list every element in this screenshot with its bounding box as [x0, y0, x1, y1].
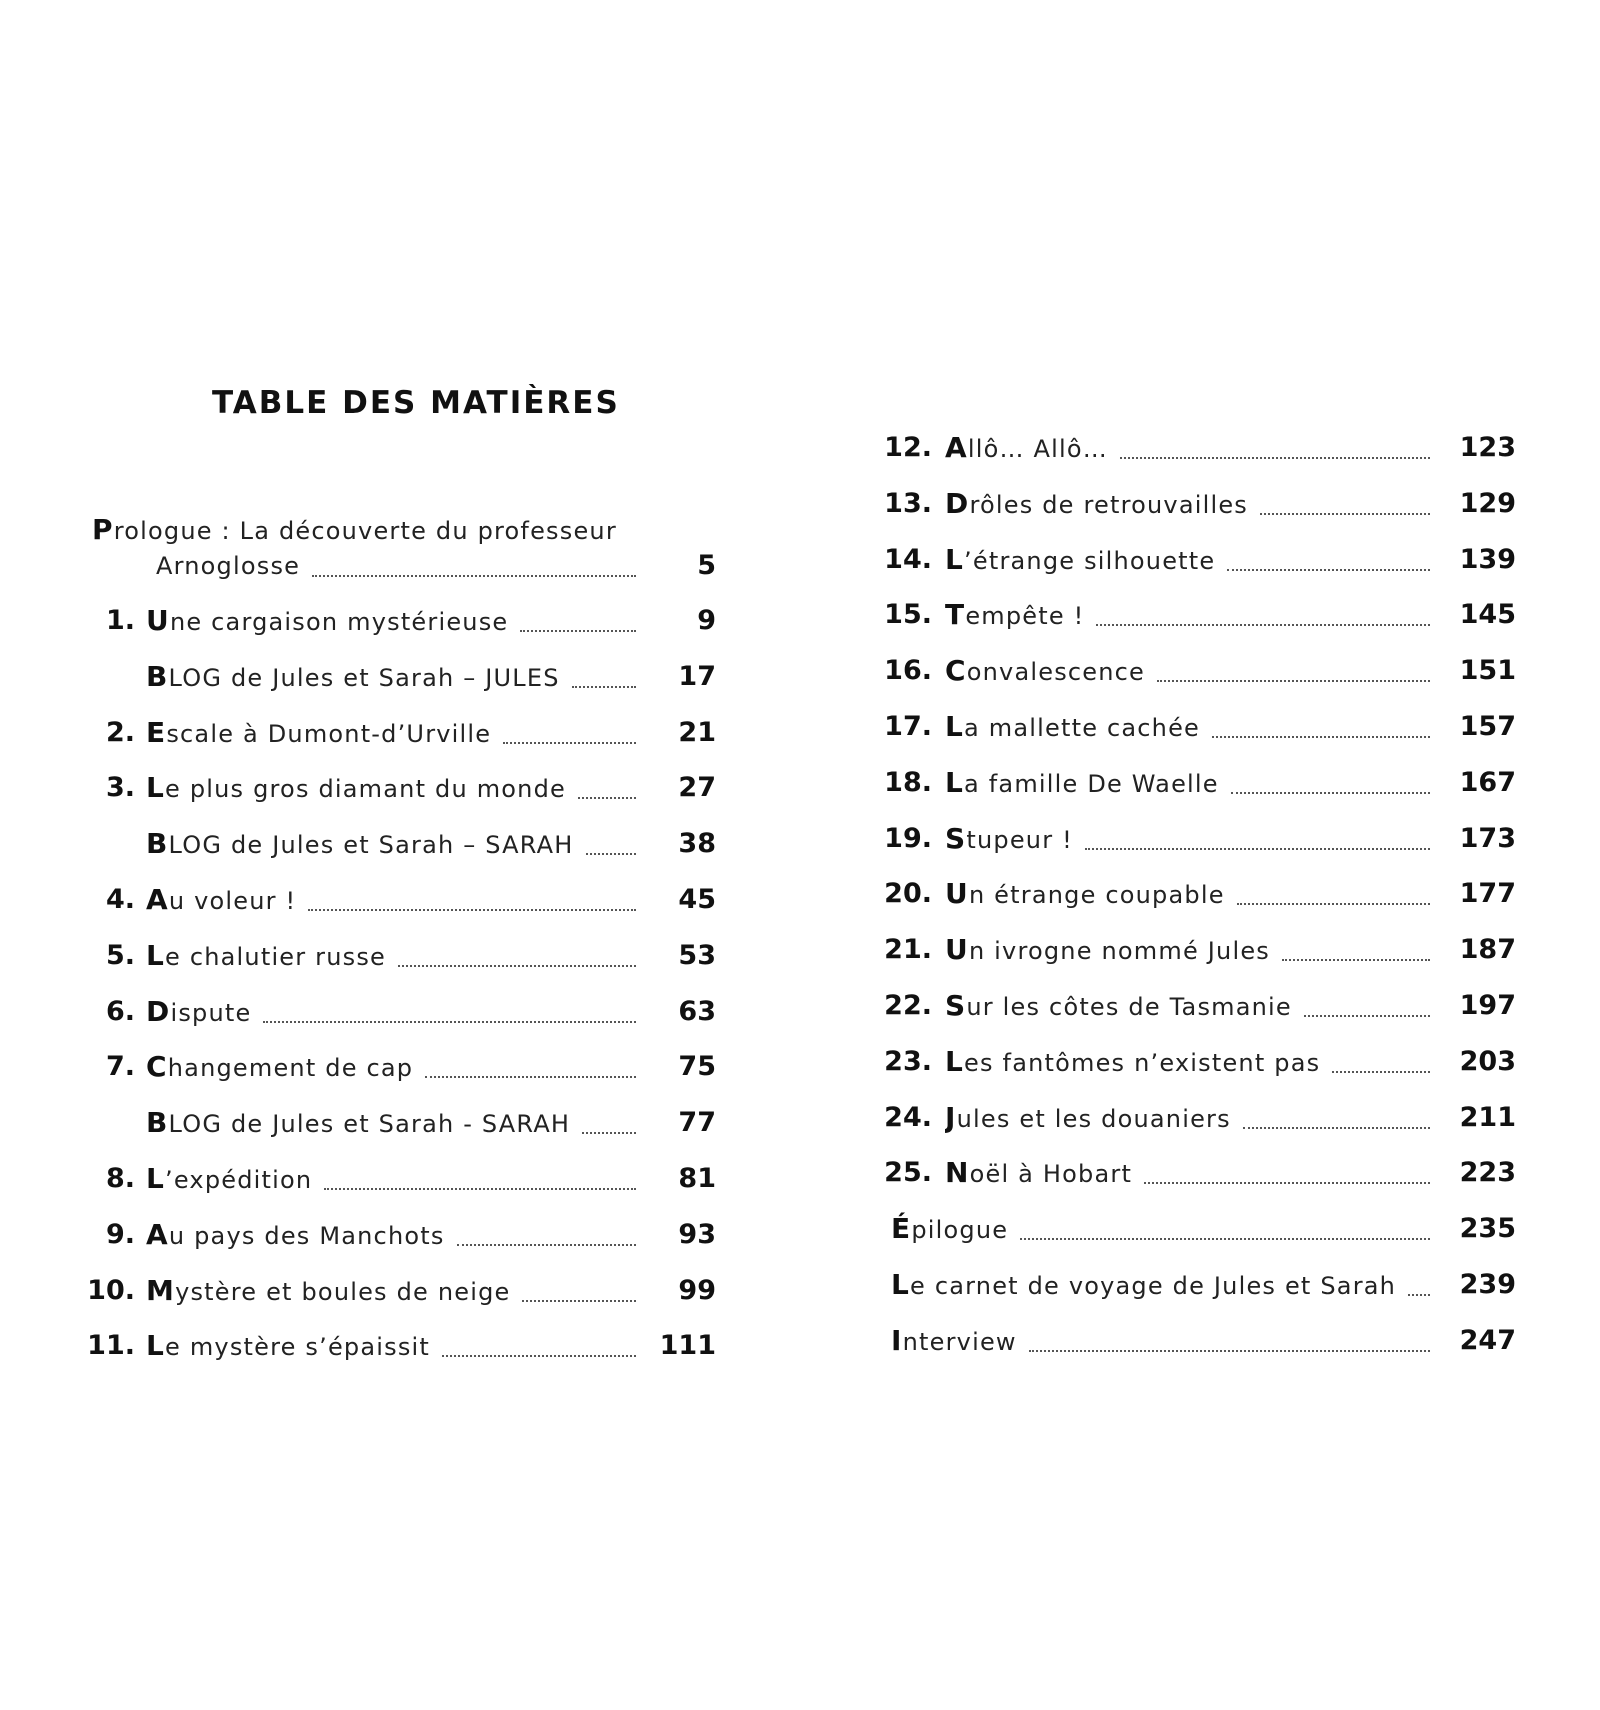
toc-entry-title: [945, 763, 1430, 803]
toc-entry-initial: B: [146, 659, 169, 693]
toc-entry-page: 5: [697, 550, 716, 581]
toc-entry-page: 77: [678, 1107, 716, 1139]
toc-entry-page: 151: [1459, 655, 1516, 687]
toc-entry-initial: C: [146, 1050, 168, 1084]
toc-entry-initial: L: [146, 1162, 166, 1195]
toc-entry[interactable]: [0, 763, 1516, 803]
toc-entry-title: [945, 1098, 1430, 1138]
toc-entry-title-rest: LOG de Jules et Sarah – JULES: [168, 663, 560, 692]
toc-entry-number: 13.: [884, 487, 932, 519]
toc-entry-initial: L: [146, 771, 166, 805]
toc-entry[interactable]: [0, 874, 1516, 914]
toc-entry-number: 6.: [105, 995, 135, 1027]
dot-leader: [1120, 457, 1430, 459]
dot-leader: [1157, 680, 1430, 682]
toc-entry-page: 173: [1459, 822, 1516, 854]
toc-entry-number: 12.: [884, 432, 932, 463]
toc-entry-title-rest: ’expédition: [165, 1166, 313, 1194]
toc-entry-initial: L: [146, 938, 166, 972]
toc-entry-title: [945, 484, 1430, 524]
toc-entry-initial: D: [945, 486, 970, 520]
toc-entry[interactable]: [0, 1265, 1516, 1305]
dot-leader: [1020, 1238, 1430, 1240]
toc-entry[interactable]: [0, 1321, 1516, 1361]
toc-entry-initial: T: [945, 598, 966, 632]
toc-entry-initial: L: [146, 1329, 166, 1363]
toc-entry-title: [945, 1153, 1430, 1193]
toc-entry-page: 111: [659, 1330, 716, 1362]
toc-entry[interactable]: [0, 1153, 1516, 1193]
toc-entry-number: 4.: [105, 884, 135, 915]
toc-entry-number: 10.: [87, 1274, 135, 1306]
dot-leader: [1085, 848, 1430, 850]
toc-entry[interactable]: [0, 930, 1516, 970]
toc-entry-initial: N: [945, 1156, 970, 1190]
dot-leader: [1237, 903, 1430, 905]
dot-leader: [1227, 569, 1430, 571]
dot-leader: [1282, 959, 1430, 961]
toc-entry[interactable]: [0, 540, 1516, 580]
toc-entry[interactable]: [0, 484, 1516, 524]
toc-entry-page: 27: [678, 772, 716, 804]
toc-entry-title-rest: rôles de retrouvailles: [969, 490, 1249, 519]
toc-entry-title-rest: ur les côtes de Tasmanie: [966, 993, 1292, 1021]
toc-entry-title-rest: oël à Hobart: [969, 1160, 1133, 1189]
toc-entry-title-rest: e carnet de voyage de Jules et Sarah: [910, 1272, 1397, 1300]
toc-entry-initial: L: [945, 1044, 965, 1078]
toc-entry-number: 22.: [884, 990, 932, 1021]
toc-entry-title-rest: nterview: [902, 1327, 1017, 1356]
toc-entry-title-rest: u voleur !: [168, 887, 297, 915]
toc-entry-title-rest: empête !: [965, 602, 1085, 631]
toc-entry-initial: D: [146, 994, 171, 1028]
toc-entry-page: 63: [678, 995, 716, 1027]
dot-leader: [1144, 1182, 1430, 1184]
toc-entry-number: 20.: [884, 878, 932, 910]
dot-leader: [1243, 1127, 1430, 1129]
toc-entry-title-rest: LOG de Jules et Sarah - SARAH: [168, 1110, 571, 1139]
toc-entry-number: 11.: [87, 1330, 135, 1362]
toc-entry-title-rest: ne cargaison mystérieuse: [169, 608, 509, 636]
prologue-initial: P: [92, 513, 114, 546]
page-title: TABLE DES MATIÈRES: [212, 385, 620, 421]
toc-entry-page: 203: [1459, 1045, 1516, 1077]
dot-leader: [1212, 736, 1430, 738]
toc-entry-title: [945, 986, 1430, 1026]
toc-entry-title-rest: onvalescence: [966, 658, 1146, 687]
toc-entry-page: 197: [1459, 990, 1516, 1021]
toc-entry-number: 7.: [105, 1051, 135, 1083]
toc-entry-number: 23.: [884, 1045, 932, 1077]
toc-entry-initial: S: [945, 821, 967, 855]
dot-leader: [1029, 1350, 1430, 1352]
toc-entry-title: [945, 540, 1430, 580]
toc-entry-initial: U: [945, 933, 969, 967]
prologue-title-rest: rologue : La découverte du professeur: [113, 517, 617, 545]
toc-entry-initial: J: [945, 1100, 957, 1134]
toc-entry-page: 99: [678, 1274, 716, 1306]
toc-entry-title: [891, 1265, 1430, 1305]
toc-entry-page: 247: [1459, 1324, 1516, 1356]
toc-entry-title: [945, 707, 1430, 747]
toc-entry-title-rest: ules et les douaniers: [956, 1104, 1231, 1133]
toc-entry-page: 239: [1459, 1269, 1516, 1300]
toc-entry-initial: M: [146, 1273, 176, 1307]
toc-entry-title: [945, 930, 1430, 970]
toc-entry[interactable]: [0, 1042, 1516, 1082]
toc-entry-initial: I: [891, 1323, 903, 1357]
toc-entry-initial: A: [146, 883, 169, 916]
toc-entry-title-rest: ’étrange silhouette: [964, 546, 1216, 575]
toc-entry-number: 17.: [884, 711, 932, 742]
toc-entry-title-rest: llô… Allô…: [967, 435, 1108, 463]
toc-entry-page: 38: [678, 828, 716, 860]
toc-entry-title: [891, 1209, 1430, 1249]
toc-entry-title-rest: hangement de cap: [167, 1054, 414, 1083]
toc-entry[interactable]: [0, 819, 1516, 859]
toc-entry-page: 53: [678, 939, 716, 971]
toc-entry-initial: U: [945, 877, 969, 911]
toc-entry-page: 17: [678, 660, 716, 692]
dot-leader: [1231, 792, 1430, 794]
toc-entry-initial: E: [146, 715, 167, 749]
toc-entry[interactable]: [0, 595, 1516, 635]
toc-entry-title-rest: es fantômes n’existent pas: [964, 1048, 1321, 1077]
toc-entry-initial: L: [945, 765, 965, 799]
toc-entry-page: 45: [678, 884, 716, 915]
toc-entry[interactable]: [0, 651, 1516, 691]
toc-entry-page: 177: [1459, 878, 1516, 910]
toc-entry-number: 8.: [105, 1163, 135, 1194]
toc-entry-number: 3.: [105, 772, 135, 804]
toc-entry-title-rest: pilogue: [911, 1216, 1009, 1245]
toc-entry-initial: A: [146, 1217, 169, 1251]
toc-entry-title-rest: a famille De Waelle: [964, 769, 1219, 798]
toc-entry-title: [945, 874, 1430, 914]
toc-entry-title-rest: tupeur !: [966, 825, 1073, 854]
toc-entry-page: 93: [678, 1218, 716, 1250]
toc-entry-title-rest: e mystère s’épaissit: [165, 1333, 431, 1362]
toc-entry-title: [945, 428, 1430, 468]
dot-leader: [1332, 1071, 1430, 1073]
toc-entry-page: 75: [678, 1051, 716, 1083]
toc-entry[interactable]: [0, 986, 1516, 1026]
toc-entry-number: 15.: [884, 599, 932, 631]
toc-entry-initial: C: [945, 654, 967, 688]
toc-entry-page: 167: [1459, 766, 1516, 798]
toc-entry-page: 235: [1459, 1213, 1516, 1245]
toc-entry-initial: A: [945, 431, 968, 464]
toc-entry-title-rest: n étrange coupable: [968, 881, 1225, 910]
toc-entry[interactable]: [0, 1098, 1516, 1138]
toc-entry-number: 14.: [884, 543, 932, 575]
toc-entry-page: 223: [1459, 1157, 1516, 1189]
toc-entry-title-rest: e chalutier russe: [165, 942, 387, 971]
toc-entry-page: 9: [697, 605, 716, 636]
toc-entry-number: 5.: [105, 939, 135, 971]
toc-entry-initial: U: [146, 604, 170, 637]
toc-entry-page: 81: [678, 1163, 716, 1194]
toc-entry-number: 16.: [884, 655, 932, 687]
toc-entry-title: [891, 1321, 1430, 1361]
toc-entry-title-rest: u pays des Manchots: [168, 1221, 445, 1250]
toc-entry-number: 18.: [884, 766, 932, 798]
toc-entry-page: 21: [678, 716, 716, 748]
toc-entry-initial: L: [891, 1268, 911, 1301]
toc-entry-title: [945, 1042, 1430, 1082]
toc-entry-title-rest: LOG de Jules et Sarah – SARAH: [168, 831, 574, 860]
toc-entry-title-rest: n ivrogne nommé Jules: [968, 937, 1270, 966]
toc-entry[interactable]: [0, 707, 1516, 747]
toc-entry-number: 1.: [105, 605, 135, 636]
toc-entry-number: 2.: [105, 716, 135, 748]
toc-entry-number: 19.: [884, 822, 932, 854]
dot-leader: [1260, 513, 1430, 515]
toc-entry-page: 187: [1459, 934, 1516, 966]
toc-entry-initial: É: [891, 1212, 912, 1246]
toc-entry-page: 157: [1459, 711, 1516, 742]
toc-entry-page: 129: [1459, 487, 1516, 519]
toc-entry-page: 145: [1459, 599, 1516, 631]
toc-entry-title-rest: e plus gros diamant du monde: [165, 775, 566, 804]
toc-entry-initial: B: [146, 1106, 169, 1140]
dot-leader: [1304, 1015, 1430, 1017]
toc-entry-initial: L: [945, 710, 965, 743]
toc-entry-page: 139: [1459, 543, 1516, 575]
toc-entry-page: 123: [1459, 432, 1516, 463]
dot-leader: [1408, 1294, 1430, 1296]
toc-entry-initial: B: [146, 827, 169, 861]
toc-entry-title-rest: ystère et boules de neige: [175, 1277, 511, 1306]
toc-entry-page: 211: [1459, 1101, 1516, 1133]
toc-entry-number: 9.: [105, 1218, 135, 1250]
toc-entry-initial: L: [945, 542, 965, 576]
toc-entry[interactable]: [0, 1209, 1516, 1249]
toc-entry-title: [945, 595, 1430, 635]
toc-entry-title-rest: ispute: [170, 998, 252, 1027]
prologue-title-line2: Arnoglosse: [156, 552, 301, 580]
toc-entry-title: [945, 651, 1430, 691]
toc-entry-title: [945, 819, 1430, 859]
toc-entry-initial: S: [945, 989, 967, 1022]
toc-entry-number: 24.: [884, 1101, 932, 1133]
toc-entry-title-rest: scale à Dumont-d’Urville: [166, 719, 492, 748]
toc-entry-number: 21.: [884, 934, 932, 966]
toc-entry[interactable]: [0, 428, 1516, 468]
toc-entry-number: 25.: [884, 1157, 932, 1189]
toc-entry-title-rest: a mallette cachée: [964, 714, 1201, 742]
dot-leader: [1096, 624, 1430, 626]
